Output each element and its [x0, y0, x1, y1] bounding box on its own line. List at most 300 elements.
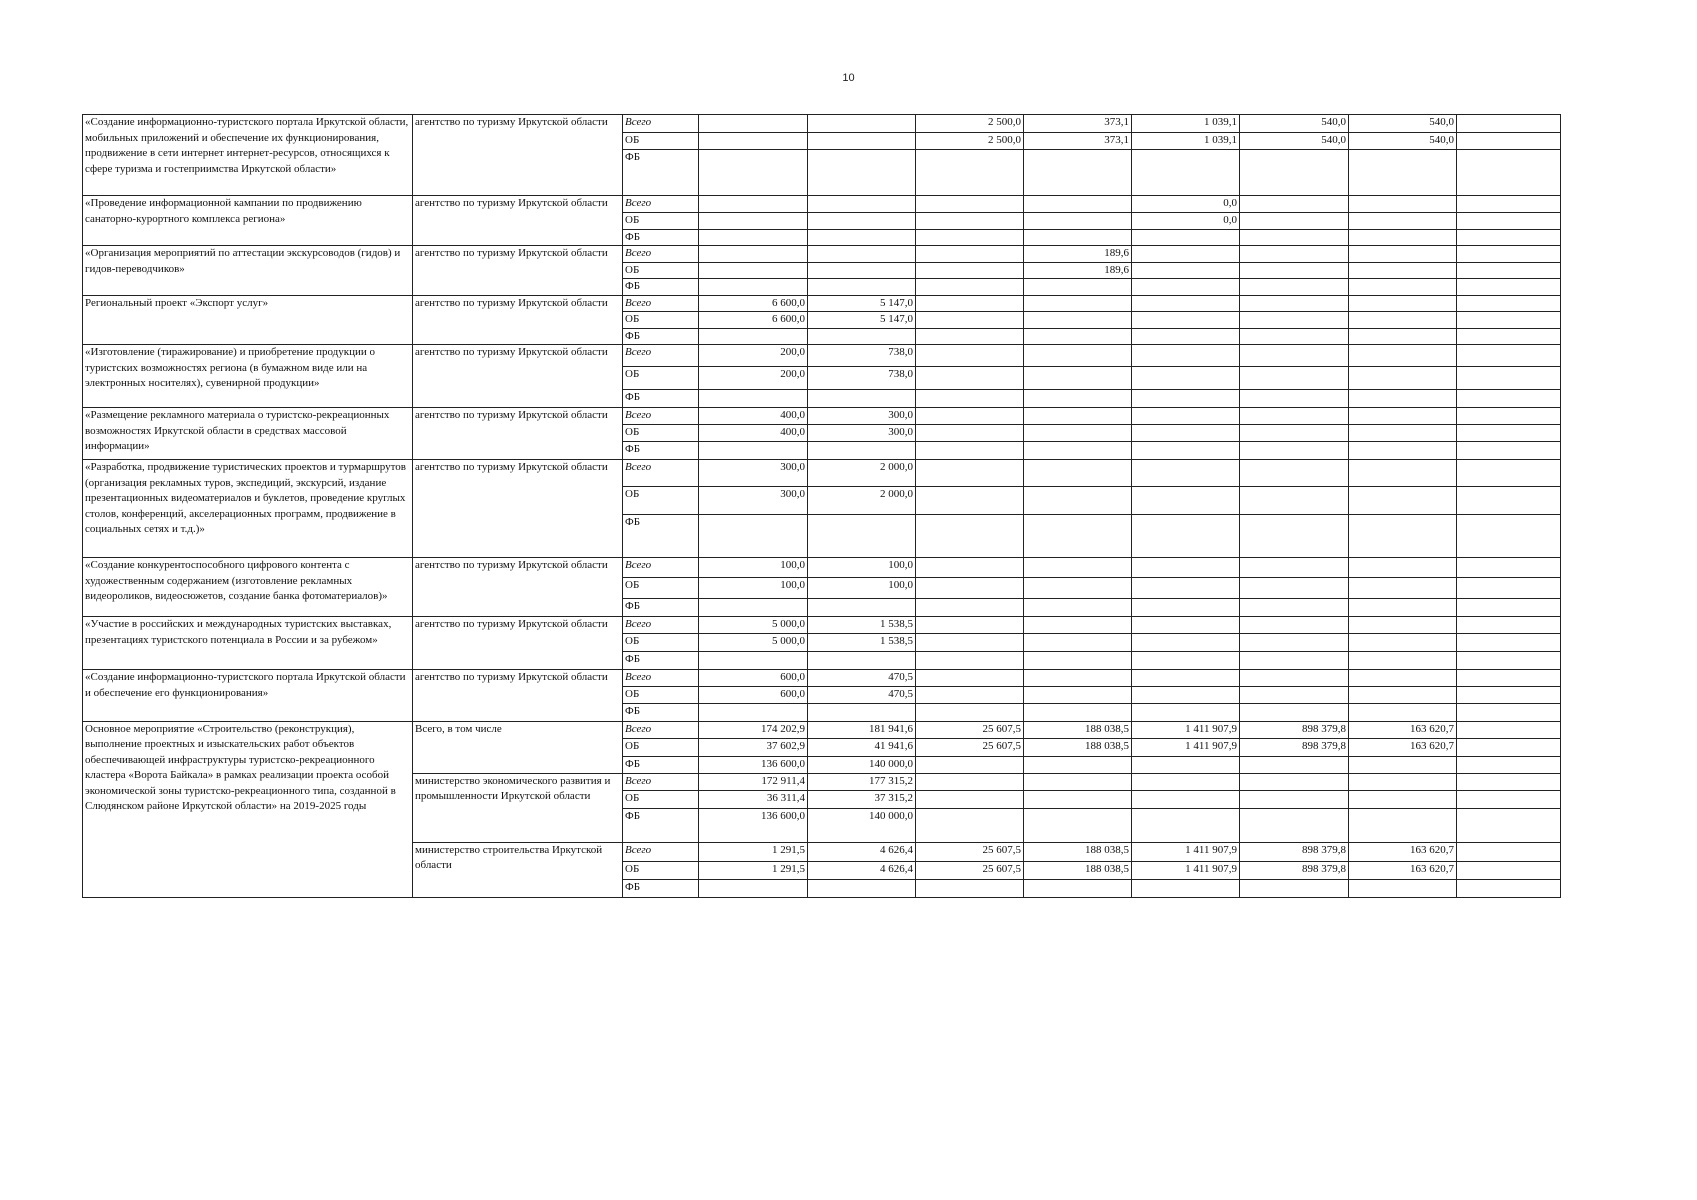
funding-source-cell: Всего [623, 721, 699, 738]
amount-cell [1132, 578, 1240, 599]
amount-cell: 100,0 [808, 558, 916, 578]
amount-cell [1240, 756, 1349, 773]
amount-cell [1457, 842, 1561, 861]
amount-cell: 188 038,5 [1024, 738, 1132, 756]
amount-cell [1024, 558, 1132, 578]
amount-cell [1457, 262, 1561, 279]
amount-cell: 4 626,4 [808, 861, 916, 879]
amount-cell [916, 773, 1024, 790]
funding-source-cell: ФБ [623, 756, 699, 773]
activity-name-cell: «Размещение рекламного материала о туристско-рекреационных возможностях Иркутской области в средствах массовой информации» [83, 408, 413, 460]
amount-cell: 470,5 [808, 686, 916, 703]
funding-source-cell: ФБ [623, 328, 699, 345]
amount-cell [1349, 634, 1457, 652]
amount-cell [1024, 756, 1132, 773]
amount-cell [1457, 879, 1561, 897]
activity-name-cell: «Создание информационно-туристского портала Иркутской области, мобильных приложений и обеспечение их функционирования, продвижение в сети интернет интернет-ресурсов, относящихся к сфере туризма и гостеприимства Иркутской области» [83, 115, 413, 196]
amount-cell: 0,0 [1132, 196, 1240, 213]
amount-cell [1024, 150, 1132, 196]
amount-cell [1349, 150, 1457, 196]
amount-cell: 898 379,8 [1240, 721, 1349, 738]
page-number: 10 [842, 72, 855, 84]
amount-cell [916, 442, 1024, 460]
amount-cell [1024, 790, 1132, 808]
amount-cell: 540,0 [1349, 115, 1457, 133]
amount-cell [808, 213, 916, 230]
amount-cell [1240, 425, 1349, 442]
amount-cell: 373,1 [1024, 133, 1132, 150]
amount-cell [1132, 279, 1240, 296]
amount-cell: 189,6 [1024, 262, 1132, 279]
amount-cell [1132, 262, 1240, 279]
amount-cell [1349, 756, 1457, 773]
amount-cell [1457, 115, 1561, 133]
amount-cell [1024, 686, 1132, 703]
funding-source-cell: Всего [623, 842, 699, 861]
amount-cell [1457, 196, 1561, 213]
amount-cell [1349, 460, 1457, 487]
amount-cell [699, 390, 808, 408]
funding-source-cell: ОБ [623, 861, 699, 879]
amount-cell [1240, 196, 1349, 213]
amount-cell: 400,0 [699, 408, 808, 425]
amount-cell: 25 607,5 [916, 738, 1024, 756]
amount-cell: 188 038,5 [1024, 721, 1132, 738]
amount-cell [916, 229, 1024, 246]
amount-cell [1024, 312, 1132, 329]
amount-cell [1349, 670, 1457, 687]
amount-cell [1349, 262, 1457, 279]
amount-cell [1240, 295, 1349, 312]
funding-source-cell: ОБ [623, 738, 699, 756]
amount-cell [808, 515, 916, 558]
amount-cell [1349, 328, 1457, 345]
executor-cell: агентство по туризму Иркутской области [413, 460, 623, 558]
amount-cell: 540,0 [1240, 133, 1349, 150]
amount-cell [1240, 686, 1349, 703]
executor-cell: агентство по туризму Иркутской области [413, 617, 623, 670]
amount-cell: 600,0 [699, 686, 808, 703]
funding-source-cell: ФБ [623, 652, 699, 670]
amount-cell [1132, 617, 1240, 634]
activity-name-cell: «Организация мероприятий по аттестации экскурсоводов (гидов) и гидов-переводчиков» [83, 246, 413, 296]
amount-cell [1024, 279, 1132, 296]
amount-cell [1457, 790, 1561, 808]
amount-cell [916, 262, 1024, 279]
amount-cell: 898 379,8 [1240, 842, 1349, 861]
amount-cell [916, 345, 1024, 367]
table-row [83, 408, 1561, 425]
funding-source-cell: ОБ [623, 312, 699, 329]
amount-cell: 1 538,5 [808, 634, 916, 652]
amount-cell [1132, 879, 1240, 897]
amount-cell [1024, 617, 1132, 634]
amount-cell: 41 941,6 [808, 738, 916, 756]
amount-cell [808, 229, 916, 246]
amount-cell [1349, 279, 1457, 296]
amount-cell [1132, 808, 1240, 842]
amount-cell: 2 000,0 [808, 487, 916, 515]
amount-cell [916, 703, 1024, 721]
executor-cell: агентство по туризму Иркутской области [413, 408, 623, 460]
amount-cell [699, 879, 808, 897]
table-row [83, 246, 1561, 263]
amount-cell [808, 328, 916, 345]
amount-cell [1349, 213, 1457, 230]
amount-cell [699, 150, 808, 196]
amount-cell [1457, 634, 1561, 652]
amount-cell [1240, 229, 1349, 246]
executor-cell: агентство по туризму Иркутской области [413, 246, 623, 296]
amount-cell: 100,0 [699, 578, 808, 599]
amount-cell [1240, 312, 1349, 329]
amount-cell: 5 000,0 [699, 634, 808, 652]
amount-cell [699, 262, 808, 279]
amount-cell: 163 620,7 [1349, 842, 1457, 861]
amount-cell: 898 379,8 [1240, 738, 1349, 756]
amount-cell [808, 262, 916, 279]
funding-table-body [83, 115, 1561, 898]
amount-cell [1132, 756, 1240, 773]
amount-cell [808, 196, 916, 213]
amount-cell [699, 328, 808, 345]
amount-cell [699, 229, 808, 246]
amount-cell: 2 000,0 [808, 460, 916, 487]
amount-cell: 36 311,4 [699, 790, 808, 808]
amount-cell [1132, 312, 1240, 329]
amount-cell: 189,6 [1024, 246, 1132, 263]
amount-cell [1132, 599, 1240, 617]
table-row [83, 460, 1561, 487]
amount-cell [1349, 295, 1457, 312]
amount-cell [916, 460, 1024, 487]
amount-cell [916, 246, 1024, 263]
amount-cell [1349, 652, 1457, 670]
amount-cell [916, 652, 1024, 670]
amount-cell [916, 578, 1024, 599]
amount-cell: 100,0 [808, 578, 916, 599]
amount-cell: 1 291,5 [699, 842, 808, 861]
amount-cell: 600,0 [699, 670, 808, 687]
amount-cell: 25 607,5 [916, 721, 1024, 738]
amount-cell [1349, 515, 1457, 558]
amount-cell [1349, 558, 1457, 578]
amount-cell [699, 515, 808, 558]
amount-cell [1457, 721, 1561, 738]
amount-cell [1024, 408, 1132, 425]
amount-cell [1132, 773, 1240, 790]
amount-cell [916, 328, 1024, 345]
amount-cell [1349, 229, 1457, 246]
amount-cell [1457, 487, 1561, 515]
amount-cell [916, 425, 1024, 442]
activity-name-cell: «Разработка, продвижение туристических проектов и турмаршрутов (организация рекламных туров, экспедиций, экскурсий, издание презентационных видеоматериалов и буклетов, проведение круглых столов, конференций, акселерационных программ, продвижение в социальных сетях и т.д.)» [83, 460, 413, 558]
funding-source-cell: Всего [623, 246, 699, 263]
amount-cell: 163 620,7 [1349, 738, 1457, 756]
amount-cell [1240, 790, 1349, 808]
amount-cell: 470,5 [808, 670, 916, 687]
amount-cell: 540,0 [1240, 115, 1349, 133]
activity-name-cell: «Создание конкурентоспособного цифрового контента с художественным содержанием (изготовление рекламных видеороликов, видеосюжетов, создание банка фотоматериалов)» [83, 558, 413, 617]
amount-cell [1349, 808, 1457, 842]
amount-cell [1457, 686, 1561, 703]
amount-cell: 540,0 [1349, 133, 1457, 150]
amount-cell [1240, 487, 1349, 515]
amount-cell [699, 196, 808, 213]
amount-cell: 177 315,2 [808, 773, 916, 790]
amount-cell [916, 617, 1024, 634]
amount-cell: 5 147,0 [808, 312, 916, 329]
funding-source-cell: Всего [623, 558, 699, 578]
executor-cell: агентство по туризму Иркутской области [413, 670, 623, 722]
amount-cell [808, 390, 916, 408]
amount-cell [1457, 773, 1561, 790]
table-row [83, 345, 1561, 367]
amount-cell: 37 602,9 [699, 738, 808, 756]
amount-cell [916, 196, 1024, 213]
amount-cell [699, 442, 808, 460]
amount-cell [1457, 599, 1561, 617]
amount-cell [1457, 861, 1561, 879]
amount-cell [1132, 634, 1240, 652]
amount-cell [916, 599, 1024, 617]
amount-cell [1349, 345, 1457, 367]
activity-name-cell: Региональный проект «Экспорт услуг» [83, 295, 413, 345]
amount-cell: 300,0 [808, 408, 916, 425]
amount-cell [699, 133, 808, 150]
funding-source-cell: ФБ [623, 390, 699, 408]
amount-cell [1024, 515, 1132, 558]
amount-cell [1457, 367, 1561, 390]
funding-source-cell: Всего [623, 670, 699, 687]
amount-cell [1132, 558, 1240, 578]
amount-cell [916, 879, 1024, 897]
amount-cell [1457, 229, 1561, 246]
activity-name-cell: «Участие в российских и международных туристских выставках, презентациях туристского потенциала в России и за рубежом» [83, 617, 413, 670]
amount-cell [1457, 703, 1561, 721]
amount-cell: 738,0 [808, 367, 916, 390]
executor-cell: агентство по туризму Иркутской области [413, 295, 623, 345]
amount-cell: 1 411 907,9 [1132, 861, 1240, 879]
funding-source-cell: ОБ [623, 367, 699, 390]
amount-cell [808, 150, 916, 196]
amount-cell: 25 607,5 [916, 861, 1024, 879]
amount-cell [1457, 246, 1561, 263]
amount-cell [1024, 367, 1132, 390]
amount-cell [916, 487, 1024, 515]
amount-cell [1240, 599, 1349, 617]
amount-cell [1240, 408, 1349, 425]
funding-source-cell: ФБ [623, 515, 699, 558]
amount-cell [1349, 367, 1457, 390]
amount-cell [1132, 670, 1240, 687]
amount-cell: 163 620,7 [1349, 721, 1457, 738]
amount-cell [916, 295, 1024, 312]
table-row [83, 115, 1561, 133]
table-row [83, 558, 1561, 578]
funding-source-cell: Всего [623, 773, 699, 790]
amount-cell [1240, 703, 1349, 721]
amount-cell [916, 670, 1024, 687]
amount-cell: 1 538,5 [808, 617, 916, 634]
amount-cell [916, 390, 1024, 408]
funding-source-cell: Всего [623, 460, 699, 487]
amount-cell [916, 808, 1024, 842]
amount-cell: 163 620,7 [1349, 861, 1457, 879]
executor-cell: министерство экономического развития и промышленности Иркутской области [413, 773, 623, 842]
amount-cell: 1 291,5 [699, 861, 808, 879]
amount-cell [1024, 634, 1132, 652]
table-row [83, 295, 1561, 312]
amount-cell [1132, 460, 1240, 487]
amount-cell [1240, 460, 1349, 487]
funding-source-cell: ФБ [623, 279, 699, 296]
amount-cell [1024, 808, 1132, 842]
amount-cell [808, 703, 916, 721]
amount-cell: 300,0 [699, 460, 808, 487]
funding-table [82, 114, 1561, 898]
funding-source-cell: Всего [623, 345, 699, 367]
amount-cell: 200,0 [699, 345, 808, 367]
amount-cell [1349, 246, 1457, 263]
amount-cell: 37 315,2 [808, 790, 916, 808]
amount-cell [699, 246, 808, 263]
amount-cell [1024, 390, 1132, 408]
table-row [83, 617, 1561, 634]
amount-cell: 400,0 [699, 425, 808, 442]
funding-source-cell: ФБ [623, 808, 699, 842]
amount-cell [1024, 703, 1132, 721]
amount-cell [1457, 328, 1561, 345]
amount-cell [1349, 487, 1457, 515]
amount-cell: 136 600,0 [699, 756, 808, 773]
amount-cell: 1 411 907,9 [1132, 842, 1240, 861]
amount-cell [916, 279, 1024, 296]
amount-cell [1349, 599, 1457, 617]
executor-cell: агентство по туризму Иркутской области [413, 558, 623, 617]
amount-cell [1132, 652, 1240, 670]
amount-cell: 5 147,0 [808, 295, 916, 312]
amount-cell: 100,0 [699, 558, 808, 578]
amount-cell [1457, 617, 1561, 634]
amount-cell [1132, 703, 1240, 721]
amount-cell: 1 039,1 [1132, 115, 1240, 133]
amount-cell [1349, 790, 1457, 808]
amount-cell [1240, 808, 1349, 842]
amount-cell [1132, 390, 1240, 408]
amount-cell [1024, 229, 1132, 246]
amount-cell [1457, 213, 1561, 230]
amount-cell [1024, 879, 1132, 897]
funding-source-cell: ФБ [623, 150, 699, 196]
amount-cell [808, 133, 916, 150]
amount-cell [808, 246, 916, 263]
amount-cell: 5 000,0 [699, 617, 808, 634]
amount-cell [1457, 408, 1561, 425]
amount-cell [1457, 558, 1561, 578]
activity-name-cell: «Изготовление (тиражирование) и приобретение продукции о туристских возможностях региона (в бумажном виде или на электронных носителях), сувенирной продукции» [83, 345, 413, 408]
amount-cell [1132, 515, 1240, 558]
amount-cell: 6 600,0 [699, 295, 808, 312]
amount-cell [1024, 487, 1132, 515]
funding-source-cell: ОБ [623, 262, 699, 279]
amount-cell [1024, 460, 1132, 487]
amount-cell [1349, 390, 1457, 408]
amount-cell: 898 379,8 [1240, 861, 1349, 879]
amount-cell [699, 213, 808, 230]
amount-cell [1132, 686, 1240, 703]
amount-cell [1240, 442, 1349, 460]
amount-cell: 188 038,5 [1024, 842, 1132, 861]
amount-cell: 2 500,0 [916, 133, 1024, 150]
amount-cell [1457, 670, 1561, 687]
amount-cell [1349, 686, 1457, 703]
funding-source-cell: ОБ [623, 578, 699, 599]
amount-cell [1024, 328, 1132, 345]
amount-cell [1240, 262, 1349, 279]
amount-cell [1457, 808, 1561, 842]
amount-cell: 373,1 [1024, 115, 1132, 133]
funding-source-cell: ОБ [623, 686, 699, 703]
amount-cell [1024, 295, 1132, 312]
amount-cell: 136 600,0 [699, 808, 808, 842]
amount-cell [1240, 345, 1349, 367]
amount-cell [916, 515, 1024, 558]
amount-cell [1132, 345, 1240, 367]
amount-cell [808, 879, 916, 897]
amount-cell: 300,0 [808, 425, 916, 442]
funding-source-cell: ОБ [623, 487, 699, 515]
amount-cell [1240, 515, 1349, 558]
amount-cell [808, 115, 916, 133]
amount-cell: 4 626,4 [808, 842, 916, 861]
amount-cell [699, 652, 808, 670]
funding-source-cell: ОБ [623, 634, 699, 652]
funding-source-cell: ФБ [623, 229, 699, 246]
amount-cell [1240, 652, 1349, 670]
amount-cell [916, 213, 1024, 230]
amount-cell [1240, 367, 1349, 390]
amount-cell [916, 790, 1024, 808]
amount-cell: 300,0 [699, 487, 808, 515]
funding-source-cell: Всего [623, 408, 699, 425]
amount-cell [1457, 515, 1561, 558]
table-row [83, 670, 1561, 687]
amount-cell [1024, 196, 1132, 213]
amount-cell [1240, 558, 1349, 578]
amount-cell: 181 941,6 [808, 721, 916, 738]
amount-cell: 25 607,5 [916, 842, 1024, 861]
amount-cell [699, 599, 808, 617]
amount-cell [1240, 670, 1349, 687]
amount-cell: 1 411 907,9 [1132, 721, 1240, 738]
executor-cell: министерство строительства Иркутской области [413, 842, 623, 897]
amount-cell [1024, 578, 1132, 599]
amount-cell [808, 279, 916, 296]
amount-cell [1132, 229, 1240, 246]
funding-source-cell: ФБ [623, 703, 699, 721]
amount-cell [1024, 442, 1132, 460]
executor-cell: агентство по туризму Иркутской области [413, 196, 623, 246]
amount-cell: 140 000,0 [808, 756, 916, 773]
funding-source-cell: ОБ [623, 133, 699, 150]
amount-cell [916, 150, 1024, 196]
amount-cell [1349, 425, 1457, 442]
amount-cell [1457, 442, 1561, 460]
amount-cell [916, 686, 1024, 703]
funding-source-cell: ОБ [623, 790, 699, 808]
amount-cell [1240, 634, 1349, 652]
